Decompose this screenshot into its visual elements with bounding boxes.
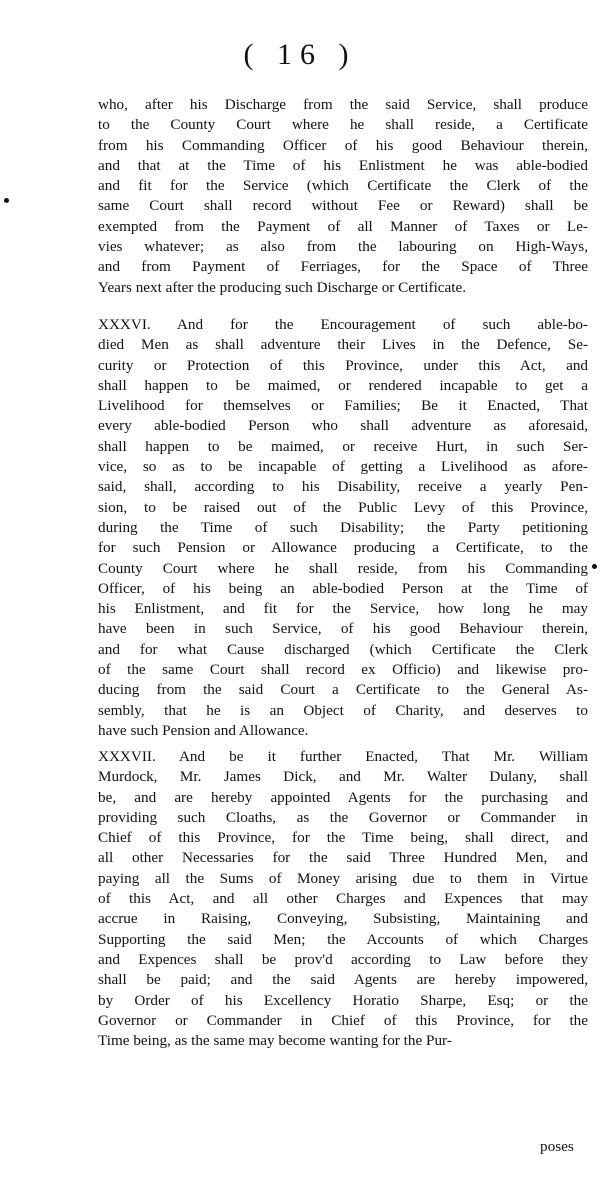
text-line: and Expences shall be prov'd according to Law before they: [98, 950, 588, 968]
ink-dot-mark: [4, 198, 9, 203]
text-line: shall be paid; and the said Agents are hereby impowered,: [98, 971, 588, 989]
text-line: of the same Court shall record ex Officio) and likewise pro-: [98, 661, 588, 679]
text-line: Murdock, Mr. James Dick, and Mr. Walter Dulany, shall: [98, 768, 588, 786]
text-line: and for what Cause discharged (which Certificate the Clerk: [98, 640, 588, 658]
text-line: Chief of this Province, for the Time being, shall direct, and: [98, 829, 588, 847]
text-line: and from Payment of Ferriages, for the Space of Three: [98, 258, 588, 276]
text-line: have been in such Service, of his good Behaviour therein,: [98, 620, 588, 638]
text-line: paying all the Sums of Money arising due to them in Virtue: [98, 869, 588, 887]
paragraph-continuation: [98, 95, 588, 298]
text-line: curity or Protection of this Province, under this Act, and: [98, 356, 588, 374]
text-line: died Men as shall adventure their Lives in the Defence, Se-: [98, 336, 588, 354]
text-line: Years next after the producing such Discharge or Certificate.: [98, 278, 467, 296]
text-line: sembly, that he is an Object of Charity, and deserves to: [98, 701, 588, 719]
text-line: Officer, of his being an able-bodied Person at the Time of: [98, 579, 588, 597]
text-line: who, after his Discharge from the said Service, shall produce: [98, 96, 588, 113]
paragraph-xxxvii: [98, 747, 588, 1051]
paragraph-xxxvi: [98, 315, 588, 741]
text-line: and that at the Time of his Enlistment he was able-bodied: [98, 156, 588, 174]
text-line: ducing from the said Court a Certificate to the General As-: [98, 681, 588, 699]
text-line: for such Pension or Allowance producing a Certificate, to the: [98, 539, 588, 557]
text-line: have such Pension and Allowance.: [98, 721, 309, 739]
text-line: be, and are hereby appointed Agents for the purchasing and: [98, 788, 588, 806]
text-line: of this Act, and all other Charges and Expences that may: [98, 890, 588, 908]
text-line: and fit for the Service (which Certificate the Clerk of the: [98, 177, 588, 195]
text-line: accrue in Raising, Conveying, Subsisting, Maintaining and: [98, 910, 588, 928]
text-line: XXXVI. And for the Encouragement of such able-bo-: [98, 316, 588, 333]
text-line: to the County Court where he shall reside, a Certificate: [98, 116, 588, 134]
text-line: County Court where he shall reside, from his Commanding: [98, 559, 588, 577]
text-line: vies whatever; as also from the labouring on High-Ways,: [98, 238, 588, 256]
text-line: shall happen to be maimed, or rendered incapable to get a: [98, 376, 588, 394]
text-line: providing such Cloaths, as the Governor or Commander in: [98, 808, 588, 826]
text-line: sion, to be raised out of the Public Levy of this Province,: [98, 498, 588, 516]
text-line: Supporting the said Men; the Accounts of which Charges: [98, 930, 588, 948]
text-line: said, shall, according to his Disability, receive a yearly Pen-: [98, 478, 588, 496]
page-number: ( 16 ): [243, 38, 357, 71]
catchword: poses: [540, 1138, 574, 1155]
text-line: during the Time of such Disability; the Party petitioning: [98, 518, 588, 536]
text-line: Time being, as the same may become wanting for the Pur-: [98, 1032, 452, 1050]
text-line: exempted from the Payment of all Manner of Taxes or Le-: [98, 217, 588, 235]
ink-dot-mark: [592, 564, 597, 569]
text-line: Livelihood for themselves or Families; Be it Enacted, That: [98, 397, 588, 415]
text-line: every able-bodied Person who shall adventure as aforesaid,: [98, 417, 588, 435]
text-line: by Order of his Excellency Horatio Sharpe, Esq; or the: [98, 991, 588, 1009]
text-line: XXXVII. And be it further Enacted, That Mr. William: [98, 748, 588, 765]
text-line: same Court shall record without Fee or Reward) shall be: [98, 197, 588, 215]
text-line: all other Necessaries for the said Three Hundred Men, and: [98, 849, 588, 867]
text-line: vice, so as to be incapable of getting a Livelihood as afore-: [98, 458, 588, 476]
text-line: Governor or Commander in Chief of this Province, for the: [98, 1011, 588, 1029]
text-line: shall happen to be maimed, or receive Hurt, in such Ser-: [98, 437, 588, 455]
text-line: his Enlistment, and fit for the Service, how long he may: [98, 600, 588, 618]
text-line: from his Commanding Officer of his good Behaviour therein,: [98, 136, 588, 154]
